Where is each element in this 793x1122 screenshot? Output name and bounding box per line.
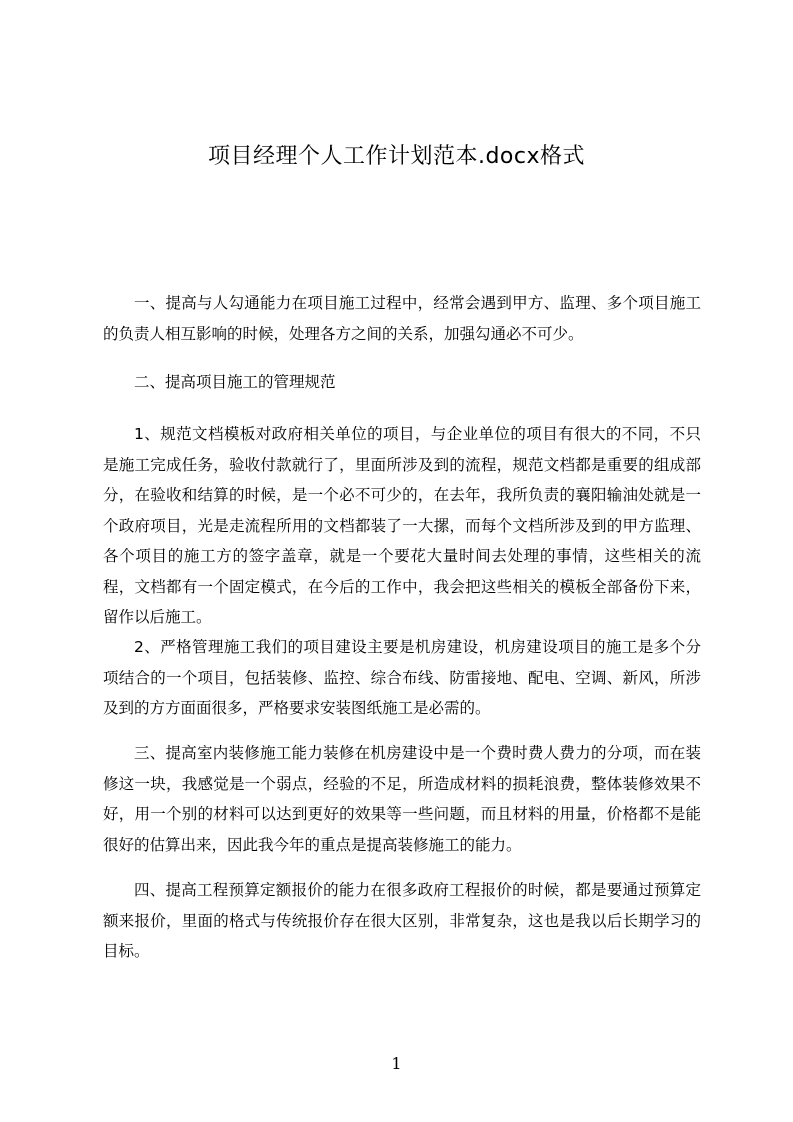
paragraph-document-templates: 1、规范文档模板对政府相关单位的项目，与企业单位的项目有很大的不同，不只是施工完成任务，验收付款就行了，里面所涉及到的流程，规范文档都是重要的组成部分，在验收和结算的时候，是一个必不可少的，在去年，我所负责的襄阳输油处就是一个政府项目，光是走流程所用的文档都装了一大摞，而每个文档所涉及到的甲方监理、各个项目的施工方的签字盖章，就是一个要花大量时间去处理的事情，这些相关的流程，文档都有一个固定模式，在今后的工作中，我会把这些相关的模板全部备份下来，留作以后施工。 xyxy=(103,425,701,626)
paragraph-communication: 一、提高与人勾通能力在项目施工过程中，经常会遇到甲方、监理、多个项目施工的负责人相互影响的时候，处理各方之间的关系，加强勾通必不可少。 xyxy=(103,294,701,343)
paragraph-interior-decoration: 三、提高室内装修施工能力装修在机房建设中是一个费时费人费力的分项，而在装修这一块，我感觉是一个弱点，经验的不足，所造成材料的损耗浪费，整体装修效果不好，用一个别的材料可以达到更好的效果等一些问题，而且材料的用量，价格都不是能很好的估算出来，因此我今年的重点是提高装修施工的能力。 xyxy=(103,744,701,854)
paragraph-budget-quotation: 四、提高工程预算定额报价的能力在很多政府工程报价的时候，都是要通过预算定额来报价，里面的格式与传统报价存在很大区别，非常复杂，这也是我以后长期学习的目标。 xyxy=(103,881,701,960)
document-title: 项目经理个人工作计划范本.docx格式 xyxy=(207,144,586,169)
page-number: 1 xyxy=(391,1054,402,1073)
paragraph-strict-construction: 2、严格管理施工我们的项目建设主要是机房建设，机房建设项目的施工是多个分项结合的一个项目，包括装修、监控、综合布线、防雷接地、配电、空调、新风，所涉及到的方方面面很多，严格要求安装图纸施工是必需的。 xyxy=(103,638,701,717)
paragraph-management-heading: 二、提高项目施工的管理规范 xyxy=(134,373,336,391)
